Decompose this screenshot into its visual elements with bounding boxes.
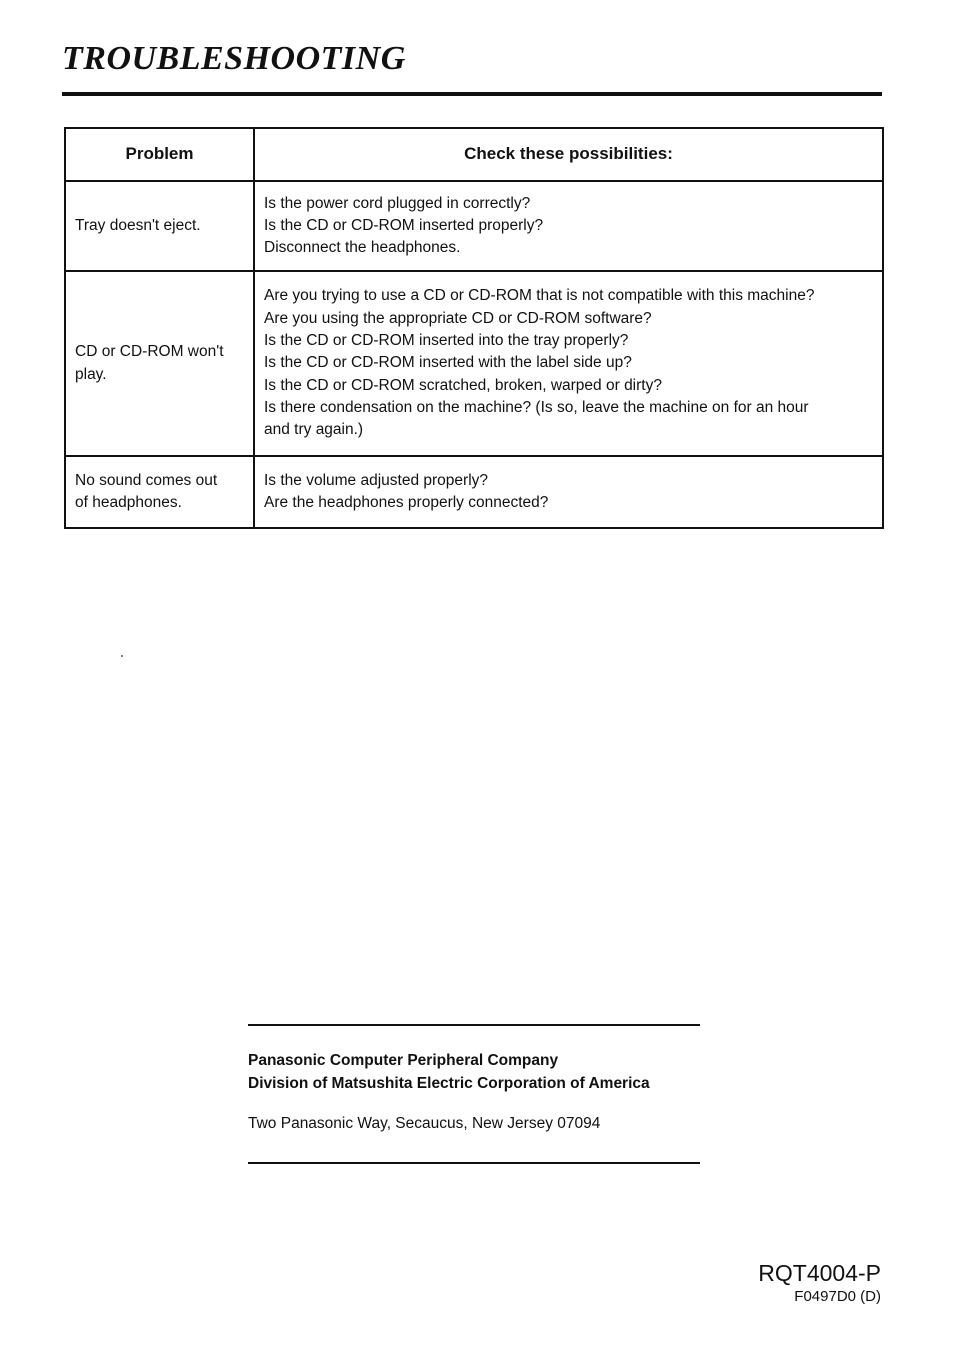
problem-text: of headphones.	[75, 494, 182, 511]
check-item: Is the volume adjusted properly?	[264, 471, 489, 489]
footer-divider-top	[248, 1024, 700, 1026]
check-item: Disconnect the headphones.	[264, 239, 461, 257]
problem-cell	[65, 456, 254, 528]
problem-text: CD or CD-ROM won't	[75, 343, 224, 361]
check-item: Is the CD or CD-ROM inserted into the tray properly?	[264, 332, 629, 350]
company-division: Division of Matsushita Electric Corporation of America	[248, 1075, 650, 1092]
title-divider	[62, 92, 882, 96]
checks-cell	[254, 456, 883, 528]
company-block	[248, 1049, 650, 1095]
table-header-row	[65, 128, 883, 181]
header-problem: Problem	[65, 128, 254, 181]
check-item: Is the CD or CD-ROM inserted properly?	[264, 216, 544, 234]
problem-cell	[65, 181, 254, 271]
check-item: Is the power cord plugged in correctly?	[264, 194, 531, 212]
scan-speck	[121, 655, 123, 657]
company-address: Two Panasonic Way, Secaucus, New Jersey 07094	[248, 1115, 601, 1132]
problem-text: Tray doesn't eject.	[75, 216, 201, 234]
check-item: Is the CD or CD-ROM scratched, broken, warped or dirty?	[264, 376, 662, 394]
check-item: Are you trying to use a CD or CD-ROM that is not compatible with this machine?	[264, 287, 815, 305]
table-row	[65, 271, 883, 456]
page-title: TROUBLESHOOTING	[62, 40, 406, 77]
check-item: Is there condensation on the machine? (Is so, leave the machine on for an hour	[264, 398, 809, 416]
problem-text: No sound comes out	[75, 471, 218, 489]
footer-divider-bottom	[248, 1162, 700, 1164]
checks-cell	[254, 181, 883, 271]
document-subcode: F0497D0 (D)	[794, 1288, 881, 1305]
check-item: Are you using the appropriate CD or CD-ROM software?	[264, 309, 652, 327]
check-item: Are the headphones properly connected?	[264, 494, 549, 511]
header-check: Check these possibilities:	[254, 128, 883, 181]
check-item: and try again.)	[264, 421, 364, 439]
company-name: Panasonic Computer Peripheral Company	[248, 1052, 559, 1069]
check-item: Is the CD or CD-ROM inserted with the label side up?	[264, 354, 632, 372]
table-row	[65, 456, 883, 528]
troubleshooting-table	[64, 127, 884, 529]
troubleshooting-table-container	[64, 127, 882, 529]
document-code: RQT4004-P	[758, 1260, 881, 1286]
problem-text: play.	[75, 365, 107, 383]
problem-cell	[65, 271, 254, 456]
table-row	[65, 181, 883, 271]
checks-cell	[254, 271, 883, 456]
